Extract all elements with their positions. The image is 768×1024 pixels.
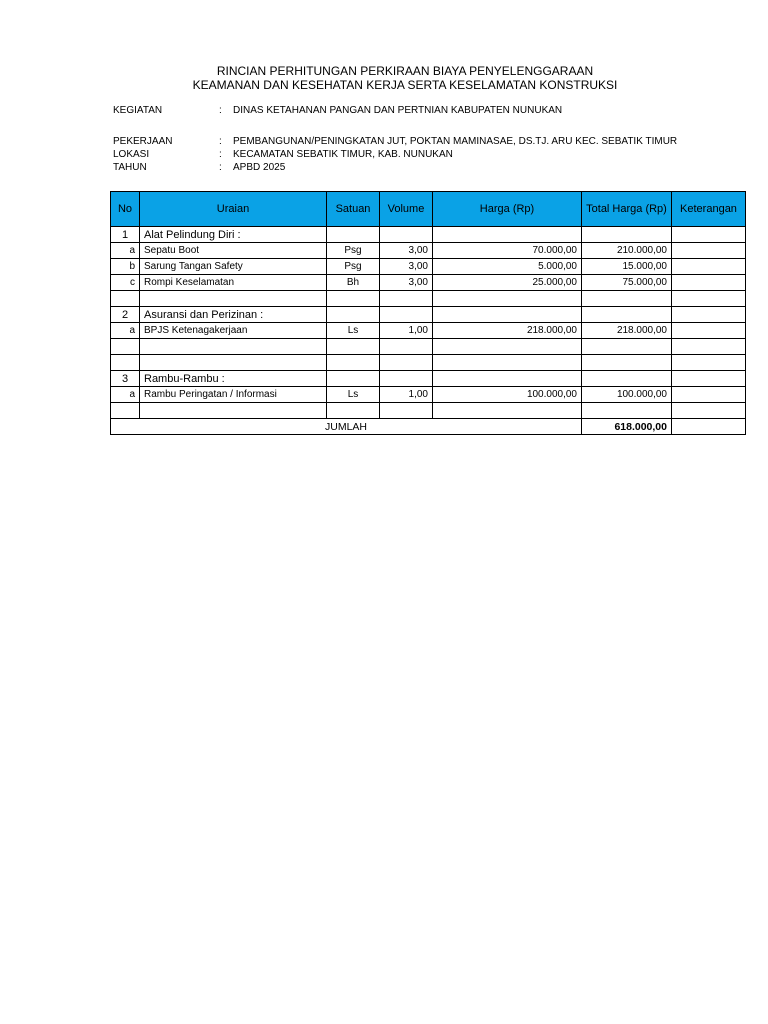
- item-volume: 3,00: [380, 243, 433, 259]
- item-satuan: Psg: [327, 243, 380, 259]
- item-harga: 5.000,00: [433, 259, 582, 275]
- total-row: [111, 419, 746, 435]
- item-no: b: [111, 259, 140, 275]
- item-uraian: Rambu Peringatan / Informasi: [140, 387, 327, 403]
- item-total: 75.000,00: [582, 275, 672, 291]
- item-uraian: Sarung Tangan Safety: [140, 259, 327, 275]
- item-total: 100.000,00: [582, 387, 672, 403]
- empty-row: [111, 339, 746, 355]
- jumlah-value: 618.000,00: [582, 419, 672, 435]
- section-no: 1: [111, 227, 140, 243]
- item-uraian: Rompi Keselamatan: [140, 275, 327, 291]
- kegiatan-colon: :: [219, 105, 222, 116]
- lokasi-colon: :: [219, 149, 222, 160]
- item-volume: 3,00: [380, 259, 433, 275]
- col-volume: Volume: [380, 192, 433, 227]
- section-title: Asuransi dan Perizinan :: [140, 307, 327, 323]
- item-volume: 1,00: [380, 323, 433, 339]
- pekerjaan-colon: :: [219, 136, 222, 147]
- section-no: 2: [111, 307, 140, 323]
- item-no: a: [111, 243, 140, 259]
- item-harga: 218.000,00: [433, 323, 582, 339]
- info-tahun: [113, 162, 285, 173]
- table-row: [111, 387, 746, 403]
- section-header-row: [111, 307, 746, 323]
- table-row: [111, 243, 746, 259]
- pekerjaan-value: PEMBANGUNAN/PENINGKATAN JUT, POKTAN MAMINASAE, DS.TJ. ARU KEC. SEBATIK TIMUR: [233, 136, 678, 147]
- item-keterangan: [672, 323, 746, 339]
- item-no: a: [111, 323, 140, 339]
- document-title-line2: KEAMANAN DAN KESEHATAN KERJA SERTA KESELAMATAN KONSTRUKSI: [192, 78, 618, 92]
- table-row: [111, 259, 746, 275]
- item-keterangan: [672, 243, 746, 259]
- empty-row: [111, 403, 746, 419]
- pekerjaan-label: PEKERJAAN: [113, 136, 173, 147]
- jumlah-keterangan: [672, 419, 746, 435]
- item-harga: 100.000,00: [433, 387, 582, 403]
- col-uraian: Uraian: [140, 192, 327, 227]
- table-header-row: [111, 192, 746, 227]
- section-header-row: [111, 227, 746, 243]
- col-satuan: Satuan: [327, 192, 380, 227]
- item-no: a: [111, 387, 140, 403]
- item-keterangan: [672, 387, 746, 403]
- item-satuan: Ls: [327, 323, 380, 339]
- col-harga: Harga (Rp): [433, 192, 582, 227]
- kegiatan-label: KEGIATAN: [113, 105, 163, 116]
- item-harga: 70.000,00: [433, 243, 582, 259]
- col-no: No: [111, 192, 140, 227]
- empty-row: [111, 355, 746, 371]
- item-total: 210.000,00: [582, 243, 672, 259]
- item-keterangan: [672, 275, 746, 291]
- table-row: [111, 323, 746, 339]
- kegiatan-value: DINAS KETAHANAN PANGAN DAN PERTNIAN KABUPATEN NUNUKAN: [233, 105, 563, 116]
- item-satuan: Psg: [327, 259, 380, 275]
- item-harga: 25.000,00: [433, 275, 582, 291]
- item-satuan: Ls: [327, 387, 380, 403]
- section-title: Rambu-Rambu :: [140, 371, 327, 387]
- lokasi-value: KECAMATAN SEBATIK TIMUR, KAB. NUNUKAN: [233, 149, 453, 160]
- item-keterangan: [672, 259, 746, 275]
- section-no: 3: [111, 371, 140, 387]
- item-uraian: Sepatu Boot: [140, 243, 327, 259]
- tahun-label: TAHUN: [113, 162, 147, 173]
- info-pekerjaan: [113, 136, 677, 147]
- cost-table: [110, 191, 746, 435]
- lokasi-label: LOKASI: [113, 149, 150, 160]
- item-no: c: [111, 275, 140, 291]
- tahun-value: APBD 2025: [233, 162, 286, 173]
- item-satuan: Bh: [327, 275, 380, 291]
- info-kegiatan: [113, 105, 562, 116]
- tahun-colon: :: [219, 162, 222, 173]
- section-header-row: [111, 371, 746, 387]
- info-lokasi: [113, 149, 453, 160]
- item-volume: 3,00: [380, 275, 433, 291]
- item-uraian: BPJS Ketenagakerjaan: [140, 323, 327, 339]
- section-title: Alat Pelindung Diri :: [140, 227, 327, 243]
- col-keterangan: Keterangan: [672, 192, 746, 227]
- jumlah-label: JUMLAH: [111, 419, 582, 435]
- item-total: 218.000,00: [582, 323, 672, 339]
- col-total: Total Harga (Rp): [582, 192, 672, 227]
- table-row: [111, 275, 746, 291]
- item-volume: 1,00: [380, 387, 433, 403]
- item-total: 15.000,00: [582, 259, 672, 275]
- empty-row: [111, 291, 746, 307]
- document-title-line1: RINCIAN PERHITUNGAN PERKIRAAN BIAYA PENYELENGGARAAN: [216, 64, 594, 78]
